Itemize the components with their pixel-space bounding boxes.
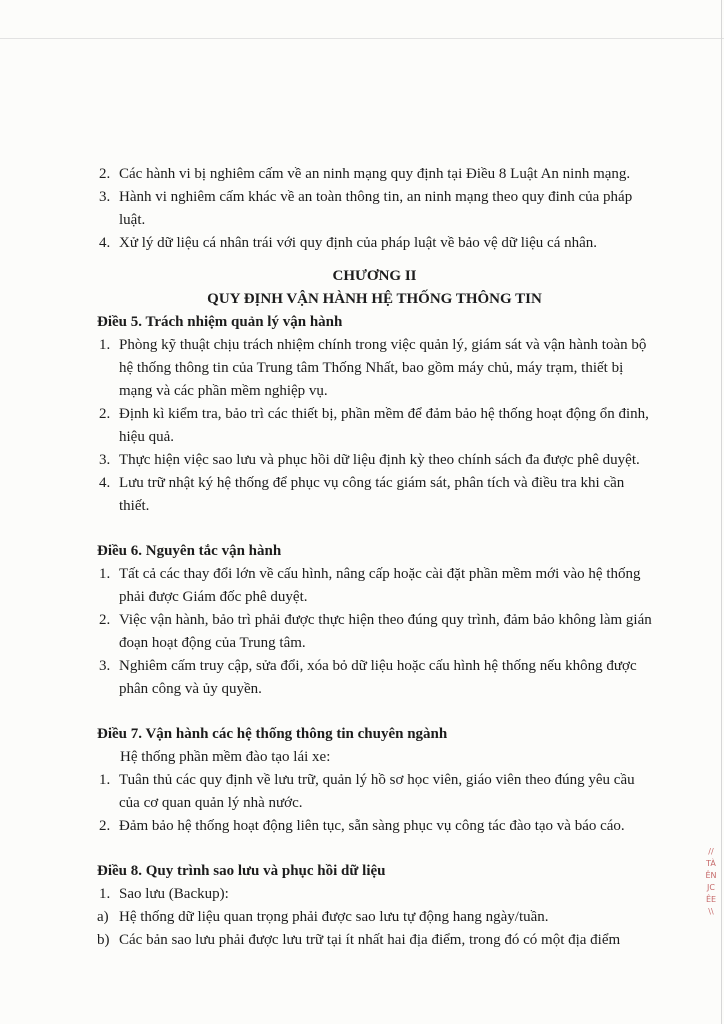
list-number: a) bbox=[97, 909, 109, 925]
list-number: 1. bbox=[99, 337, 111, 353]
page-edge-top bbox=[0, 38, 724, 39]
list-text: Hệ thống dữ liệu quan trọng phải được sao lưu tự động hang ngày/tuần. bbox=[119, 909, 549, 925]
list-item bbox=[97, 883, 652, 906]
chapter-label: CHƯƠNG II bbox=[332, 268, 417, 284]
list-number: 2. bbox=[99, 818, 111, 834]
list-text: Hành vi nghiêm cấm khác về an toàn thông tin, an ninh mạng theo quy đinh của pháp luật. bbox=[119, 189, 633, 228]
list-text: Định kì kiểm tra, bảo trì các thiết bị, phần mềm để đảm bảo hệ thống hoạt động ổn đinh, hiệu quả. bbox=[119, 406, 649, 445]
list-text: Sao lưu (Backup): bbox=[119, 886, 229, 902]
stamp-text: ÊN bbox=[705, 871, 717, 880]
list-item bbox=[97, 186, 652, 232]
list-number: 2. bbox=[99, 166, 111, 182]
list-item bbox=[97, 472, 652, 518]
article-6-heading: Điều 6. Nguyên tắc vận hành bbox=[97, 543, 282, 559]
stamp-mark: // bbox=[708, 847, 714, 856]
stamp-text: ÊE bbox=[705, 895, 717, 904]
list-number: 3. bbox=[99, 189, 111, 205]
list-number: 1. bbox=[99, 886, 111, 902]
list-item bbox=[97, 815, 652, 838]
stamp-mark: \\ bbox=[708, 907, 714, 916]
list-item bbox=[97, 163, 652, 186]
list-text: Đảm bảo hệ thống hoạt động liên tục, sẵn sàng phục vụ công tác đào tạo và báo cáo. bbox=[119, 818, 625, 834]
list-text: Xử lý dữ liệu cá nhân trái với quy định của pháp luật về bảo vệ dữ liệu cá nhân. bbox=[119, 235, 598, 251]
list-item bbox=[97, 769, 652, 815]
section-spacer bbox=[97, 518, 652, 540]
document-body bbox=[97, 163, 652, 952]
list-number: b) bbox=[97, 932, 110, 948]
list-number: 1. bbox=[99, 772, 111, 788]
list-text: Nghiêm cấm truy cập, sửa đổi, xóa bỏ dữ liệu hoặc cấu hình hệ thống nếu không được phân công và ủy quyền. bbox=[119, 658, 637, 697]
article-5-heading: Điều 5. Trách nhiệm quản lý vận hành bbox=[97, 314, 343, 330]
section-spacer bbox=[97, 838, 652, 860]
list-text: Các bản sao lưu phải được lưu trữ tại ít nhất hai địa điểm, trong đó có một địa điểm bbox=[119, 932, 621, 948]
list-number: 2. bbox=[99, 612, 111, 628]
list-item bbox=[97, 449, 652, 472]
list-number: 3. bbox=[99, 658, 111, 674]
list-text: Thực hiện việc sao lưu và phục hồi dữ liệu định kỳ theo chính sách đa được phê duyệt. bbox=[119, 452, 640, 468]
stamp-text: TÀ bbox=[706, 859, 716, 868]
list-text: Phòng kỹ thuật chịu trách nhiệm chính trong việc quản lý, giám sát và vận hành toàn bộ hệ thống thông tin của Trung tâm Thống Nhất, bao gồm máy chủ, máy trạm, thiết bị mạng và các phần mềm nghiệp vụ. bbox=[119, 337, 647, 399]
article-7-intro: Hệ thống phần mềm đào tạo lái xe: bbox=[120, 749, 331, 765]
list-number: 2. bbox=[99, 406, 111, 422]
list-item bbox=[97, 655, 652, 701]
list-text: Tất cả các thay đổi lớn về cấu hình, nâng cấp hoặc cài đặt phần mềm mới vào hệ thống phải được Giám đốc phê duyệt. bbox=[119, 566, 641, 605]
list-item bbox=[97, 403, 652, 449]
list-item bbox=[97, 929, 652, 952]
section-spacer bbox=[97, 701, 652, 723]
list-item bbox=[97, 609, 652, 655]
list-number: 4. bbox=[99, 475, 111, 491]
list-text: Tuân thủ các quy định về lưu trữ, quản lý hồ sơ học viên, giáo viên theo đúng yêu cầu của cơ quan quản lý nhà nước. bbox=[119, 772, 635, 811]
list-item bbox=[97, 334, 652, 403]
list-text: Các hành vi bị nghiêm cấm về an ninh mạng quy định tại Điều 8 Luật An ninh mạng. bbox=[119, 166, 631, 182]
list-number: 1. bbox=[99, 566, 111, 582]
list-item bbox=[97, 232, 652, 255]
article-8-heading: Điều 8. Quy trình sao lưu và phục hồi dữ liệu bbox=[97, 863, 386, 879]
list-item bbox=[97, 563, 652, 609]
stamp-text: JC bbox=[707, 883, 715, 892]
list-item bbox=[97, 906, 652, 929]
list-number: 3. bbox=[99, 452, 111, 468]
seal-stamp-fragment bbox=[700, 846, 722, 958]
chapter-title: QUY ĐỊNH VẬN HÀNH HỆ THỐNG THÔNG TIN bbox=[207, 291, 542, 307]
list-text: Lưu trữ nhật ký hệ thống để phục vụ công tác giám sát, phân tích và điều tra khi cần thiết. bbox=[119, 475, 625, 514]
list-text: Việc vận hành, bảo trì phải được thực hiện theo đúng quy trình, đảm bảo không làm gián đoạn hoạt động của Trung tâm. bbox=[119, 612, 652, 651]
list-number: 4. bbox=[99, 235, 111, 251]
article-7-heading: Điều 7. Vận hành các hệ thống thông tin chuyên ngành bbox=[97, 726, 448, 742]
